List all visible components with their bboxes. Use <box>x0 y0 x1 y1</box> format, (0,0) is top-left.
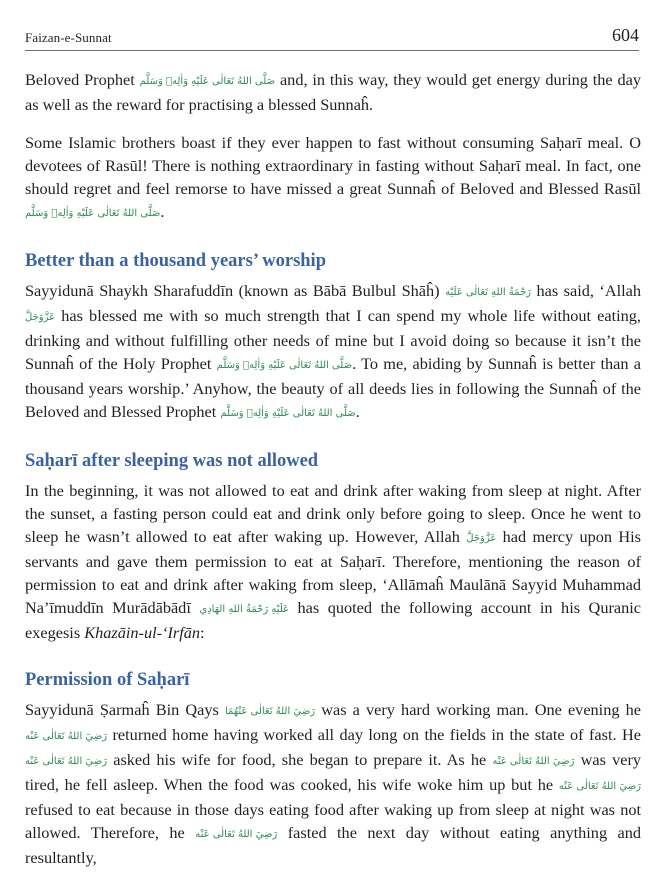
heading-permission: Permission of Saḥarī <box>25 670 190 690</box>
paragraph-worship-1: Sayyidunā Shaykh Sharafuddīn (known as Bābā Bulbul Shāĥ) رَحْمَةُ اللهِ تَعَالٰى عَلَيْه has said, ‘Allah عَزَّوَجَلَّ has blessed me with so much strength that I can spend my whole life without eating, drinking and without fulfilling other needs of mine but I avoid doing so because it isn’t the Sunnaĥ of the Holy Prophet صَلَّى اللهُ تَعَالٰى عَلَيْهِ وَاٰلِهٖ وَسَلَّم. To me, abiding by Sunnaĥ is better than a thousand years worship.’ Anyhow, the beauty of all deeds lies in following the Sunnaĥ of the Beloved and Blessed Prophet صَلَّى اللهُ تَعَالٰى عَلَيْهِ وَاٰلِهٖ وَسَلَّم. <box>25 279 641 425</box>
alayhi-rahmah-honorific: عَلَيْهِ رَحْمَةُ اللهِ الهَادِي <box>199 604 289 615</box>
running-title: Faizan-e-Sunnat <box>25 30 112 45</box>
paragraph-permission-1: Sayyidunā Ṣarmaĥ Bin Qays رَضِيَ اللهُ تَعَالٰى عَنْهُمَا was a very hard working man. One evening he رَضِيَ اللهُ تَعَالٰى عَنْه returned home having worked all day long on the fields in the state of fast. He رَضِيَ اللهُ تَعَالٰى عَنْه asked his wife for food, she began to prepare it. As he رَضِيَ اللهُ تَعَالٰى عَنْه was very tired, he fell asleep. When the food was cooked, his wife woke him up but he رَضِيَ اللهُ تَعَالٰى عَنْه refused to eat because in those days eating food after waking up from sleep at night was not allowed. Therefore, he رَضِيَ اللهُ تَعَالٰى عَنْه fasted the next day without eating anything and resultantly, <box>25 700 642 867</box>
salawat-honorific: صَلَّى اللهُ تَعَالٰى عَلَيْهِ وَاٰلِهٖ وَسَلَّم <box>216 360 353 371</box>
azza-wa-jal-honorific: عَزَّوَجَلَّ <box>25 312 56 323</box>
paragraph-sleeping-1: In the beginning, it was not allowed to eat and drink after waking from sleep at night. After the sunset, a fasting person could eat and drink only before going to sleep. Once he went to sleep he wasn’t allowed to eat after waking up. However, Allah عَزَّوَجَلَّ had mercy upon His servants and gave them permission to eat at Saḥarī. Therefore, mentioning the reason of permission to eat and drink after waking from sleep, ‘Allāmaĥ Maulānā Sayyid Muhammad Na’īmuddīn Murādābādī عَلَيْهِ رَحْمَةُ اللهِ الهَادِي has quoted the following account in his Quranic exegesis Khazāin-ul-‘Irfān: <box>25 481 642 642</box>
radi-anhu-honorific: رَضِيَ اللهُ تَعَالٰى عَنْه <box>558 781 641 792</box>
paragraph-intro-1: Beloved Prophet صَلَّى اللهُ تَعَالٰى عَلَيْهِ وَاٰلِهٖ وَسَلَّم and, in this way, they would get energy during the day as well as the reward for practising a blessed Sunnaĥ. <box>25 70 642 114</box>
radi-anhu-honorific: رَضِيَ اللهُ تَعَالٰى عَنْه <box>25 756 108 767</box>
paragraph-intro-2: Some Islamic brothers boast if they ever happen to fast without consuming Saḥarī meal. O devotees of Rasūl! There is nothing extraordinary in fasting without Saḥarī meal. In fact, one should regret and feel remorse to have missed a great Sunnaĥ of Beloved and Blessed Rasūl صَلَّى اللهُ تَعَالٰى عَلَيْهِ وَاٰلِهٖ وَسَلَّم. <box>25 131 641 225</box>
azza-wa-jal-honorific: عَزَّوَجَلَّ <box>466 533 497 544</box>
page-number: 604 <box>612 25 639 45</box>
radi-anhu-honorific: رَضِيَ اللهُ تَعَالٰى عَنْه <box>25 731 108 742</box>
page-header <box>25 22 639 51</box>
heading-sleeping: Saḥarī after sleeping was not allowed <box>25 451 319 471</box>
salawat-honorific: صَلَّى اللهُ تَعَالٰى عَلَيْهِ وَاٰلِهٖ وَسَلَّم <box>139 76 276 87</box>
page-body <box>25 68 641 884</box>
radi-anhuma-honorific: رَضِيَ اللهُ تَعَالٰى عَنْهُمَا <box>224 706 316 717</box>
radi-anhu-honorific: رَضِيَ اللهُ تَعَالٰى عَنْه <box>195 829 278 840</box>
rahmatullah-honorific: رَحْمَةُ اللهِ تَعَالٰى عَلَيْه <box>445 287 531 298</box>
salawat-honorific: صَلَّى اللهُ تَعَالٰى عَلَيْهِ وَاٰلِهٖ وَسَلَّم <box>220 408 356 419</box>
book-title: Khazāin-ul-‘Irfān <box>84 623 201 642</box>
heading-worship: Better than a thousand years’ worship <box>25 251 326 271</box>
radi-anhu-honorific: رَضِيَ اللهُ تَعَالٰى عَنْه <box>492 756 575 767</box>
salawat-honorific: صَلَّى اللهُ تَعَالٰى عَلَيْهِ وَاٰلِهٖ وَسَلَّم <box>25 208 161 219</box>
